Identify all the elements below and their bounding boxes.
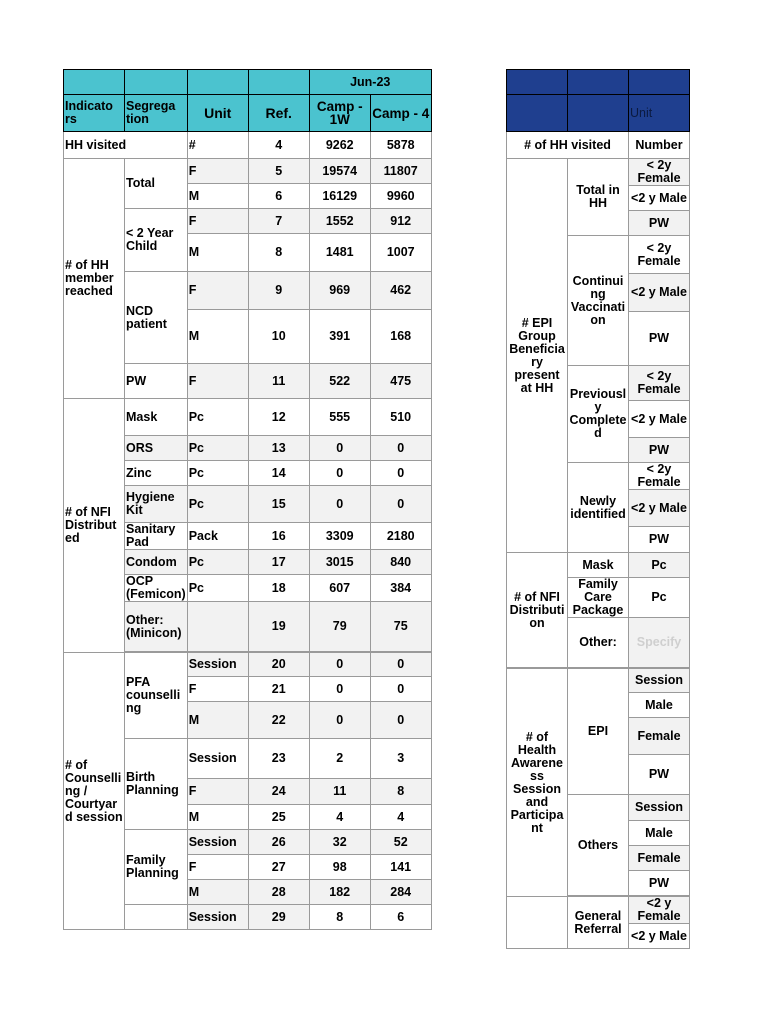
header-segregation: Segrega tion — [125, 95, 188, 132]
camp2-cell: 475 — [370, 364, 431, 399]
camp1-cell: 11 — [309, 779, 370, 805]
ref-cell: 28 — [248, 880, 309, 905]
unit-cell: Male — [629, 821, 690, 846]
camp2-cell: 11807 — [370, 159, 431, 184]
seg-pw: PW — [125, 364, 188, 399]
unit-cell: Session — [629, 795, 690, 821]
unit-cell: PW — [629, 312, 690, 366]
camp2-cell: 384 — [370, 575, 431, 602]
seg-mask: Mask — [125, 399, 188, 436]
ref-cell: 12 — [248, 399, 309, 436]
seg-continuing: Continui ng Vaccinati on — [568, 236, 629, 366]
unit-cell — [187, 602, 248, 652]
hh-visited-label: # of HH visited — [507, 132, 629, 159]
header-indicators: Indicato rs — [64, 95, 125, 132]
unit-cell: Pack — [187, 523, 248, 550]
unit-cell: M — [187, 880, 248, 905]
camp1-cell: 32 — [309, 830, 370, 855]
hh-visited-label: HH visited — [64, 132, 188, 159]
seg-birth-planning: Birth Planning — [125, 739, 188, 830]
ref-cell: 14 — [248, 461, 309, 486]
seg-total-hh: Total in HH — [568, 159, 629, 236]
unit-cell: M — [187, 184, 248, 209]
camp2-cell: 168 — [370, 310, 431, 364]
hh-visited-camp1: 9262 — [309, 132, 370, 159]
seg-previously: Previousl y Complete d — [568, 366, 629, 463]
camp2-cell: 510 — [370, 399, 431, 436]
unit-cell: Pc — [187, 399, 248, 436]
camp1-cell: 1552 — [309, 209, 370, 234]
unit-cell: <2 y Male — [629, 401, 690, 438]
unit-cell: Male — [629, 693, 690, 718]
seg-ors: ORS — [125, 436, 188, 461]
camp2-cell: 0 — [370, 436, 431, 461]
camp2-cell: 9960 — [370, 184, 431, 209]
group-nfi: # of NFI Distributi on — [507, 553, 568, 668]
seg-total: Total — [125, 159, 188, 209]
ref-cell: 18 — [248, 575, 309, 602]
seg-ocp: OCP (Femicon) — [126, 574, 186, 601]
camp2-cell: 0 — [370, 677, 431, 702]
seg-mask: Mask — [568, 553, 629, 578]
right-data-table — [506, 69, 690, 949]
group-counselling: # of Counselli ng / Courtyar d session — [64, 653, 125, 930]
camp2-cell: 284 — [370, 880, 431, 905]
camp1-cell: 0 — [309, 486, 370, 523]
camp1-cell: 98 — [309, 855, 370, 880]
hh-visited-unit: Number — [629, 132, 690, 159]
camp2-cell: 462 — [370, 272, 431, 310]
camp1-cell: 0 — [309, 702, 370, 739]
unit-cell: F — [187, 209, 248, 234]
unit-cell: M — [187, 702, 248, 739]
unit-cell: Pc — [187, 575, 248, 602]
group-nfi: # of NFI Distribut ed — [64, 399, 125, 653]
ref-cell: 22 — [248, 702, 309, 739]
unit-cell: <2 y Female — [629, 897, 690, 924]
ref-cell: 10 — [248, 310, 309, 364]
ref-cell: 16 — [248, 523, 309, 550]
camp1-cell: 16129 — [309, 184, 370, 209]
header-ref: Ref. — [248, 95, 309, 132]
unit-cell: <2 y Male — [629, 924, 690, 949]
camp2-cell: 3 — [370, 739, 431, 779]
header-camp-4: Camp - 4 — [370, 95, 431, 132]
unit-cell: Pc — [187, 461, 248, 486]
seg-epi: EPI — [568, 669, 629, 795]
unit-cell: PW — [629, 755, 690, 795]
unit-cell: PW — [629, 871, 690, 896]
seg-family-planning: Family Planning — [125, 830, 188, 905]
camp2-cell: 4 — [370, 805, 431, 830]
seg-pfa: PFA counselli ng — [125, 653, 188, 739]
group-referral — [507, 897, 568, 949]
hh-visited-camp2: 5878 — [370, 132, 431, 159]
unit-cell: <2 y Male — [629, 274, 690, 312]
ref-cell: 15 — [248, 486, 309, 523]
camp2-cell: 141 — [370, 855, 431, 880]
camp2-cell: 75 — [370, 602, 431, 652]
unit-cell: Session — [629, 669, 690, 693]
camp2-cell: 840 — [370, 550, 431, 575]
ref-cell: 29 — [248, 905, 309, 930]
camp1-cell: 607 — [309, 575, 370, 602]
camp1-cell: 0 — [309, 461, 370, 486]
unit-cell: Session — [187, 739, 248, 779]
unit-cell: Female — [629, 718, 690, 755]
unit-cell: M — [187, 310, 248, 364]
unit-cell: < 2y Female — [629, 463, 690, 490]
seg-others: Others — [568, 795, 629, 896]
ref-cell: 26 — [248, 830, 309, 855]
camp1-cell: 2 — [309, 739, 370, 779]
group-hh-member: # of HH member reached — [64, 159, 125, 399]
seg-child: < 2 Year Child — [125, 209, 188, 272]
header-blank-2 — [125, 70, 188, 95]
camp1-cell: 3015 — [309, 550, 370, 575]
group-epi: # EPI Group Beneficia ry present at HH — [507, 159, 568, 553]
ref-cell: 11 — [248, 364, 309, 399]
camp1-cell: 3309 — [309, 523, 370, 550]
seg-sanitary-pad: Sanitary Pad — [125, 523, 188, 550]
header-blank-4 — [248, 70, 309, 95]
unit-cell: F — [187, 779, 248, 805]
seg-newly: Newly identified — [568, 463, 629, 553]
unit-cell: PW — [629, 527, 690, 553]
ref-cell: 24 — [248, 779, 309, 805]
unit-cell: Pc — [629, 553, 690, 578]
unit-cell: F — [187, 677, 248, 702]
seg-hygiene-kit: Hygiene Kit — [125, 486, 188, 523]
header-blank-1 — [64, 70, 125, 95]
camp1-cell: 182 — [309, 880, 370, 905]
specify-input[interactable]: Specify — [629, 618, 690, 668]
camp1-cell: 19574 — [309, 159, 370, 184]
camp2-cell: 0 — [370, 653, 431, 677]
hh-visited-unit: # — [187, 132, 248, 159]
unit-cell: Pc — [187, 486, 248, 523]
seg-other: Other: (Minicon) — [125, 602, 188, 652]
camp1-cell: 0 — [309, 436, 370, 461]
camp2-cell: 8 — [370, 779, 431, 805]
unit-cell: Pc — [187, 436, 248, 461]
seg-general-referral: General Referral — [568, 897, 629, 949]
unit-cell: M — [187, 805, 248, 830]
unit-cell: Session — [187, 653, 248, 677]
unit-cell: Session — [187, 905, 248, 930]
ref-cell: 5 — [248, 159, 309, 184]
header-blank-4 — [507, 95, 568, 132]
camp1-cell: 522 — [309, 364, 370, 399]
camp1-cell: 8 — [309, 905, 370, 930]
seg-ncd: NCD patient — [125, 272, 188, 364]
header-unit: Unit — [187, 95, 248, 132]
camp1-cell: 0 — [309, 677, 370, 702]
camp2-cell: 0 — [370, 461, 431, 486]
header-unit: Unit — [629, 95, 690, 132]
seg-other: Other: — [568, 618, 629, 668]
unit-cell: F — [187, 159, 248, 184]
camp2-cell: 52 — [370, 830, 431, 855]
left-data-table — [63, 69, 432, 930]
unit-cell: <2 y Male — [629, 490, 690, 527]
ref-cell: 21 — [248, 677, 309, 702]
camp2-cell: 1007 — [370, 234, 431, 272]
camp1-cell: 79 — [309, 602, 370, 652]
unit-cell: F — [187, 855, 248, 880]
camp1-cell: 1481 — [309, 234, 370, 272]
unit-cell: < 2y Female — [629, 366, 690, 401]
unit-cell: F — [187, 272, 248, 310]
ref-cell: 7 — [248, 209, 309, 234]
camp2-cell: 0 — [370, 702, 431, 739]
seg-family-care: Family Care Package — [568, 578, 629, 618]
unit-cell: Female — [629, 846, 690, 871]
ref-cell: 13 — [248, 436, 309, 461]
header-blank-3 — [187, 70, 248, 95]
camp1-cell: 0 — [309, 653, 370, 677]
header-blank-5 — [568, 95, 629, 132]
ref-cell: 23 — [248, 739, 309, 779]
camp1-cell: 555 — [309, 399, 370, 436]
unit-cell: PW — [629, 211, 690, 236]
header-camp-1w: Camp - 1W — [309, 95, 370, 132]
camp2-cell: 912 — [370, 209, 431, 234]
group-health-awareness: # of Health Awarene ss Session and Participa nt — [507, 669, 568, 897]
unit-cell: Pc — [629, 578, 690, 618]
header-blank-2 — [568, 70, 629, 95]
unit-cell: F — [187, 364, 248, 399]
ref-cell: 20 — [248, 653, 309, 677]
seg-zinc: Zinc — [125, 461, 188, 486]
unit-cell: < 2y Female — [629, 159, 690, 186]
ref-cell: 19 — [248, 602, 309, 652]
unit-cell: <2 y Male — [629, 186, 690, 211]
ref-cell: 27 — [248, 855, 309, 880]
unit-cell: Pc — [187, 550, 248, 575]
unit-cell: Session — [187, 830, 248, 855]
ref-cell: 8 — [248, 234, 309, 272]
unit-cell: < 2y Female — [629, 236, 690, 274]
camp1-cell: 969 — [309, 272, 370, 310]
camp2-cell: 0 — [370, 486, 431, 523]
ref-cell: 6 — [248, 184, 309, 209]
seg-blank — [125, 905, 188, 930]
camp1-cell: 4 — [309, 805, 370, 830]
hh-visited-ref: 4 — [248, 132, 309, 159]
unit-cell: M — [187, 234, 248, 272]
ref-cell: 9 — [248, 272, 309, 310]
camp2-cell: 6 — [370, 905, 431, 930]
camp2-cell: 2180 — [370, 523, 431, 550]
ref-cell: 25 — [248, 805, 309, 830]
seg-condom: Condom — [125, 550, 188, 575]
ref-cell: 17 — [248, 550, 309, 575]
unit-cell: PW — [629, 438, 690, 463]
camp1-cell: 391 — [309, 310, 370, 364]
header-month: Jun-23 — [309, 70, 431, 95]
header-blank-1 — [507, 70, 568, 95]
header-blank-3 — [629, 70, 690, 95]
